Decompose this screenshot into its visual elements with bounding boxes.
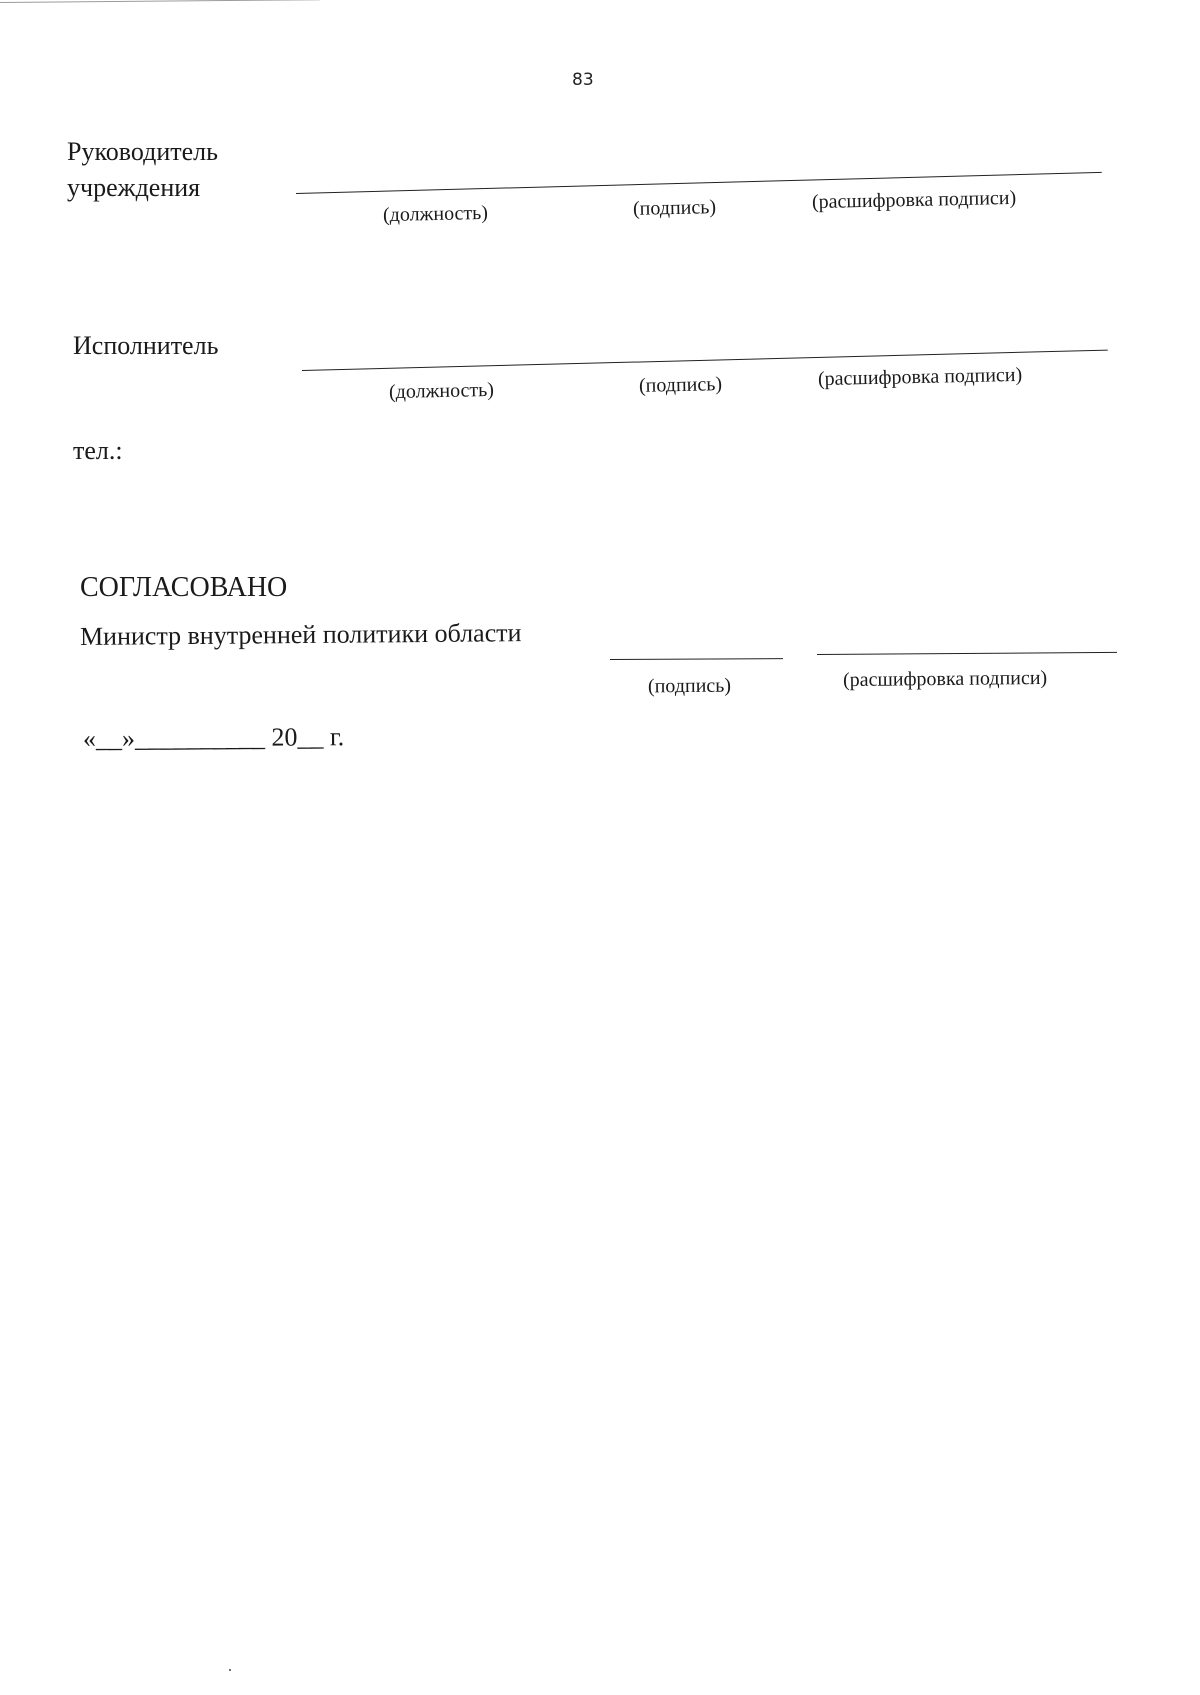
head-caption-decoding: (расшифровка подписи) (811, 186, 1017, 214)
head-caption-position: (должность) (382, 201, 489, 227)
head-label-line1: Руководитель (67, 137, 218, 166)
minister-position: Министр внутренней политики области (79, 618, 522, 651)
minister-caption-signature: (подпись) (647, 674, 732, 698)
date-line: «__»__________ 20__ г. (82, 722, 345, 753)
head-caption-signature: (подпись) (632, 196, 717, 220)
page-number: 83 (572, 70, 594, 90)
performer-label: Исполнитель (73, 331, 219, 360)
minister-decoding-line (817, 652, 1117, 655)
head-label-line2: учреждения (67, 173, 201, 202)
performer-caption-signature: (подпись) (638, 373, 723, 397)
minister-caption-decoding: (расшифровка подписи) (842, 666, 1048, 692)
scan-edge-line (0, 0, 320, 3)
phone-label: тел.: (73, 436, 123, 465)
performer-caption-position: (должность) (388, 378, 495, 404)
performer-caption-decoding: (расшифровка подписи) (817, 363, 1023, 391)
minister-signature-line (610, 658, 783, 660)
scan-speck (229, 1669, 231, 1671)
agreed-heading: СОГЛАСОВАНО (80, 572, 288, 603)
head-label (67, 134, 218, 206)
